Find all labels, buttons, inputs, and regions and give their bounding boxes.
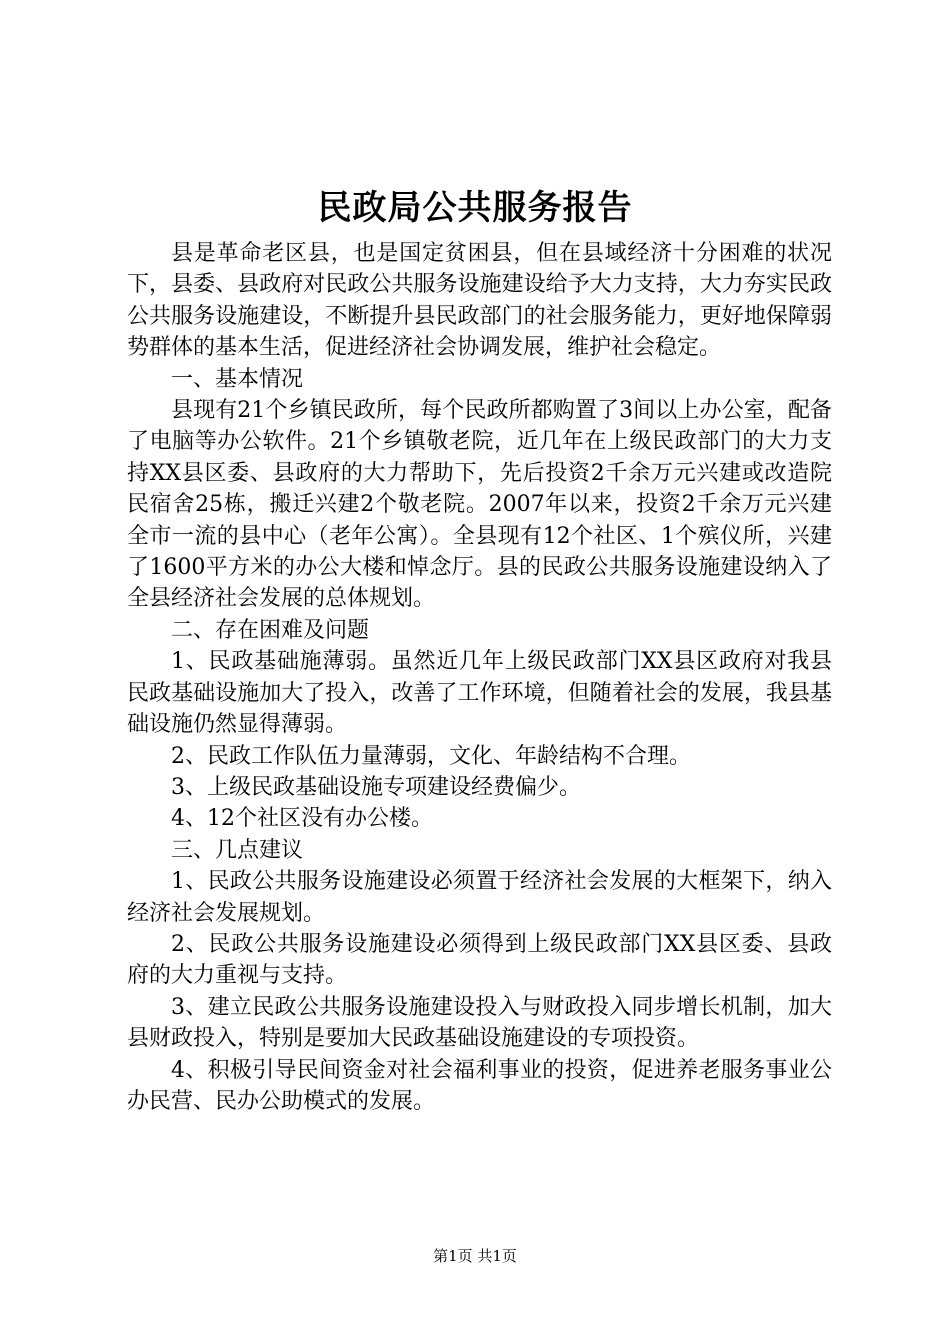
list-item-difficulty-1: 1、民政基础施薄弱。虽然近几年上级民政部门XX县区政府对我县民政基础设施加大了投入，改善了工作环境，但随着社会的发展，我县基础设施仍然显得薄弱。 — [127, 649, 832, 738]
section-heading-basic-situation: 一、基本情况 — [171, 366, 304, 392]
list-item-suggestion-3: 3、建立民政公共服务设施建设投入与财政投入同步增长机制，加大县财政投入，特别是要加大民政基础设施建设的专项投资。 — [127, 994, 832, 1052]
list-item-difficulty-4: 4、12个社区没有办公楼。 — [171, 806, 433, 832]
list-item-suggestion-1: 1、民政公共服务设施建设必须置于经济社会发展的大框架下，纳入经济社会发展规划。 — [127, 869, 832, 926]
section-heading-suggestions: 三、几点建议 — [171, 837, 304, 863]
section-heading-difficulties: 二、存在困难及问题 — [171, 617, 370, 643]
page-footer: 第1页 共1页 — [433, 1247, 517, 1265]
list-item-difficulty-3: 3、上级民政基础设施专项建设经费偏少。 — [171, 774, 581, 800]
document-title: 民政局公共服务报告 — [317, 188, 633, 228]
list-item-suggestion-2: 2、民政公共服务设施建设必须得到上级民政部门XX县区委、县政府的大力重视与支持。 — [127, 931, 832, 989]
paragraph-basic-situation: 县现有21个乡镇民政所，每个民政所都购置了3间以上办公室，配备了电脑等办公软件。21个乡镇敬老院，近几年在上级民政部门的大力支持XX县区委、县政府的大力帮助下，先后投资2千余万元兴建或改造院民宿舍25栋，搬迁兴建2个敬老院。2007年以来，投资2千余万元兴建全市一流的县中心（老年公寓）。全县现有12个社区、1个殡仪所，兴建了1600平方米的办公大楼和悼念厅。县的民政公共服务设施建设纳入了全县经济社会发展的总体规划。 — [127, 398, 832, 612]
list-item-difficulty-2: 2、民政工作队伍力量薄弱，文化、年龄结构不合理。 — [171, 743, 691, 769]
document-body — [127, 238, 832, 1117]
paragraph-intro: 县是革命老区县，也是国定贫困县，但在县域经济十分困难的状况下，县委、县政府对民政公共服务设施建设给予大力支持，大力夯实民政公共服务设施建设，不断提升县民政部门的社会服务能力，更好地保障弱势群体的基本生活，促进经济社会协调发展，维护社会稳定。 — [127, 241, 832, 361]
list-item-suggestion-4: 4、积极引导民间资金对社会福利事业的投资，促进养老服务事业公办民营、民办公助模式的发展。 — [127, 1057, 832, 1114]
